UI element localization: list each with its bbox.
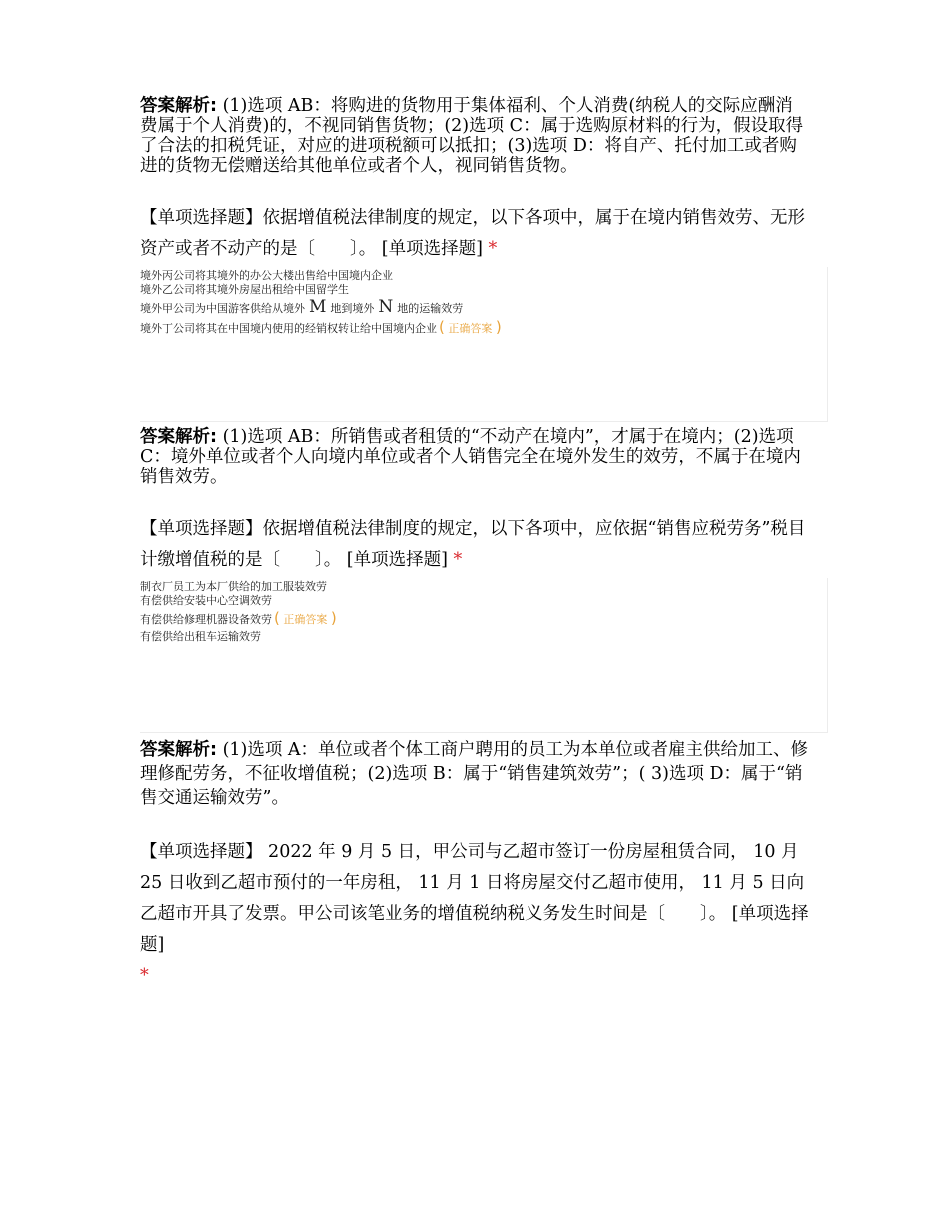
required-mark: *	[488, 239, 498, 259]
question-text: 【单项选择题】 2022 年 9 月 5 日，甲公司与乙超市签订一份房屋租赁合同， 10 月 25 日收到乙超市预付的一年房租， 11 月 1 日将房屋交付乙超市使用， 11 月 5 日向乙超市开具了发票。甲公司该笔业务的增值税纳税义务发生时间是〔 〕。 [单项选择题]	[140, 842, 809, 955]
option-c[interactable]	[140, 297, 463, 317]
required-mark: *	[453, 550, 463, 570]
question-text: 【单项选择题】依据增值税法律制度的规定，以下各项中，应依据“销售应税劳务”税目计缴增值税的是〔 〕。 [单项选择题]	[140, 519, 806, 570]
analysis-label: 答案解析:	[140, 740, 217, 760]
option-d[interactable]	[140, 318, 502, 336]
option-b[interactable]: 境外乙公司将其境外房屋出租给中国留学生	[140, 283, 349, 296]
options-list-1	[140, 267, 828, 422]
analysis-text: (1)选项 A：单位或者个体工商户聘用的员工为本单位或者雇主供给加工、修理修配劳务，不征收增值税；(2)选项 B：属于“销售建筑效劳”；( 3)选项 D：属于“销售交通运输效劳”。	[140, 740, 809, 808]
analysis-text: (1)选项 AB：所销售或者租赁的“不动产在境内”，才属于在境内；(2)选项 C：境外单位或者个人向境内单位或者个人销售完全在境外发生的效劳，不属于在境内销售效劳。	[140, 427, 801, 487]
correct-answer-label: 正确答案	[283, 613, 328, 626]
analysis-3	[140, 738, 810, 810]
analysis-label: 答案解析:	[140, 96, 217, 116]
option-a[interactable]: 制衣厂员工为本厂供给的加工服装效劳	[140, 580, 327, 593]
option-c-letter-m: M	[309, 297, 327, 317]
option-c[interactable]	[140, 609, 337, 627]
option-c-part2: 地到境外	[330, 302, 375, 315]
correct-answer-tag: ( 正确答案 )	[439, 318, 502, 336]
option-c-text: 有偿供给修理机器设备效劳	[140, 613, 272, 626]
option-c-part1: 境外甲公司为中国游客供给从境外	[140, 302, 305, 315]
option-c-part3: 地的运输效劳	[397, 302, 464, 315]
question-3	[140, 837, 810, 992]
question-2	[140, 514, 810, 576]
option-d[interactable]: 有偿供给出租车运输效劳	[140, 630, 261, 643]
question-1	[140, 203, 810, 265]
correct-answer-tag: ( 正确答案 )	[274, 609, 337, 627]
analysis-1	[140, 96, 810, 176]
analysis-label: 答案解析:	[140, 427, 217, 447]
correct-answer-label: 正确答案	[448, 322, 493, 335]
options-list-2	[140, 578, 828, 733]
option-a[interactable]: 境外丙公司将其境外的办公大楼出售给中国境内企业	[140, 269, 393, 282]
option-c-letter-n: N	[378, 297, 394, 317]
analysis-text: (1)选项 AB：将购进的货物用于集体福利、个人消费(纳税人的交际应酬消费属于个人消费)的，不视同销售货物；(2)选项 C：属于选购原材料的行为，假设取得了合法的扣税凭证，对应的进项税额可以抵扣；(3)选项 D：将自产、托付加工或者购进的货物无偿赠送给其他单位或者个人，视同销售货物。	[140, 96, 804, 176]
analysis-2	[140, 427, 810, 487]
required-mark: *	[140, 966, 149, 986]
option-d-text: 境外丁公司将其在中国境内使用的经销权转让给中国境内企业	[140, 322, 437, 335]
question-text: 【单项选择题】依据增值税法律制度的规定，以下各项中，属于在境内销售效劳、无形资产或者不动产的是〔 〕。 [单项选择题]	[140, 208, 805, 259]
option-b[interactable]: 有偿供给安装中心空调效劳	[140, 594, 272, 607]
